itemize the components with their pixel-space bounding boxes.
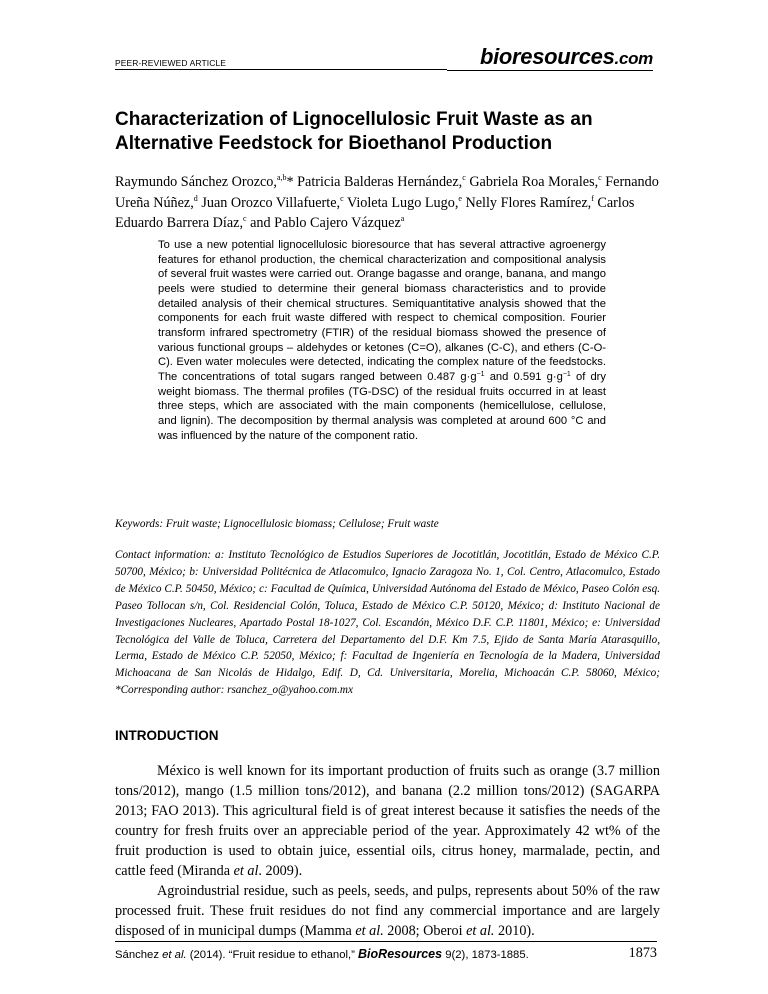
exponent: −1 [476, 370, 485, 378]
footer-author: Sánchez [115, 949, 163, 961]
author [250, 215, 404, 231]
footer-citation [115, 947, 529, 961]
author-affiliation-mark: a,b [276, 173, 287, 182]
abstract-text-3: of dry weight biomass. The thermal profiles (TG-DSC) of the residual fruits occurred in at least three steps, which are associated with the main components (hemicellulose, cellulose, and lignin). The decomposition by thermal analysis was completed at around 600 °C and was influenced by the nature of the component ratio. [158, 370, 606, 442]
introduction-body [115, 761, 660, 941]
author [469, 174, 601, 190]
journal-site-suffix: .com [614, 49, 653, 68]
abstract-text-2: and 0.591 g·g [484, 370, 563, 383]
author [347, 195, 462, 211]
author-name: Nelly Flores Ramírez, [465, 194, 592, 211]
paragraph-text: 2010). [494, 923, 535, 939]
paragraph-text: . 2009). [258, 863, 303, 879]
footer-volume: 9(2), 1873-1885. [442, 949, 529, 961]
author-affiliation-mark: c [340, 193, 344, 203]
footer-divider [115, 941, 657, 942]
et-al: et al [233, 863, 259, 879]
paragraph [115, 881, 660, 941]
journal-site-main: bioresources [479, 44, 615, 69]
author-name: Patricia Balderas Hernández, [297, 174, 463, 190]
author-name: Fernando Ureña Núñez, [115, 174, 659, 211]
paragraph-text: 2008; Oberoi [383, 923, 467, 939]
author-name: Carlos Eduardo Barrera Díaz, [115, 194, 635, 231]
author-name: Raymundo Sánchez Orozco, [115, 174, 277, 190]
author-name: and Pablo Cajero Vázquez [250, 215, 401, 231]
author [297, 174, 466, 190]
exponent: −1 [562, 370, 571, 378]
author [201, 195, 343, 211]
author [466, 195, 594, 211]
et-al: et al. [466, 923, 495, 939]
author-name: Violeta Lugo Lugo, [346, 194, 459, 211]
footer-et-al: et al. [162, 949, 187, 961]
abstract-text-1: To use a new potential lignocellulosic bioresource that has several attractive agroenergy features for ethanol production, the chemical characterization and compositional analysis of several fruit wastes were carried out. Orange bagasse and orange, banana, and mango peels were studied to determine their general biomass characteristics and to provide detailed analysis of their chemical structures. Semiquantitative analysis showed that the components for each fruit waste differed with respect to chemical composition. Fourier transform infrared spectrometry (FTIR) of the residual biomass showed the presence of various functional groups – aldehydes or ketones (C=O), alkanes (C-C), and ethers (C-O-C). Even water molecules were detected, indicating the complex nature of the feedstocks. The concentrations of total sugars ranged between 0.487 g·g [158, 239, 606, 383]
paragraph-text: Agroindustrial residue, such as peels, seeds, and pulps, represents about 50% of the raw processed fruit. These fruit residues do not find any commercial importance and are largely disposed of in municipal dumps (Mamma [115, 883, 660, 939]
author-affiliation-mark: a [400, 214, 405, 223]
et-al: et al. [355, 923, 384, 939]
author-name: Juan Orozco Villafuerte, [201, 194, 341, 211]
keywords: Keywords: Fruit waste; Lignocellulosic biomass; Cellulose; Fruit waste [115, 518, 439, 530]
author-affiliation-mark: c [243, 214, 247, 223]
introduction-heading: INTRODUCTION [115, 728, 219, 743]
paragraph [115, 761, 660, 881]
paper-title: Characterization of Lignocellulosic Fruit Waste as an Alternative Feedstock for Bioethanol Production [115, 109, 593, 154]
page-number: 1873 [628, 945, 657, 961]
author-affiliation-mark: f [591, 193, 594, 203]
corresponding-author-mark: * [286, 174, 294, 190]
paragraph-text: México is well known for its important production of fruits such as orange (3.7 million tons/2012), mango (1.5 million tons/2012), and banana (2.2 million tons/2012) (SAGARPA 2013; FAO 2013). This agricultural field is of great interest because it satisfies the needs of the country for fresh fruits over an appreciable period of the year. Approximately 42 wt% of the fruit production is used to obtain juice, essential oils, citrus honey, marmalade, pectin, and cattle feed (Miranda [115, 763, 660, 879]
author-affiliation-mark: e [458, 193, 462, 203]
author [115, 174, 294, 190]
contact-information: Contact information: a: Instituto Tecnológico de Estudios Superiores de Jocotitlán, Jocotitlán, Estado de México C.P. 50700, México; b: Universidad Politécnica de Atlacomulco, Ignacio Zaragoza No. 1, Col. Centro, Atlacomulco, Estado de México C.P. 50450, México; c: Facultad de Química, Universidad Autónoma del Estado de México, Paseo Colón esq. Paseo Tollocan s/n, Col. Residencial Colón, Toluca, Estado de México C.P. 50120, México; d: Instituto Nacional de Investigaciones Nucleares, Apartado Postal 18-1027, Col. Escandón, México D.F. C.P. 11801, México; e: Universidad Tecnológica del Valle de Toluca, Carretera del Departamento del D.F. Km 7.5, Ejido de Santa María Atarasquillo, Lerma, Estado de México C.P. 52050, México; f: Facultad de Ingeniería en Tecnología de la Madera, Universidad Michoacana de San Nicolás de Hidalgo, Edif. D, Cd. Universitaria, Morelia, Michoacán C.P. 58060, México; *Corresponding author: rsanchez_o@yahoo.com.mx [115, 549, 660, 697]
abstract [158, 238, 606, 443]
author-name: Gabriela Roa Morales, [469, 174, 599, 190]
author-affiliation-mark: c [462, 173, 466, 182]
article-type-label: PEER-REVIEWED ARTICLE [115, 58, 447, 70]
journal-site-name [447, 44, 653, 71]
author-affiliation-mark: c [598, 173, 602, 182]
footer-journal-name: BioResources [358, 947, 443, 961]
footer-short-title: (2014). “Fruit residue to ethanol,” [186, 949, 359, 961]
author-affiliation-mark: d [193, 193, 198, 203]
author-list [115, 172, 660, 234]
